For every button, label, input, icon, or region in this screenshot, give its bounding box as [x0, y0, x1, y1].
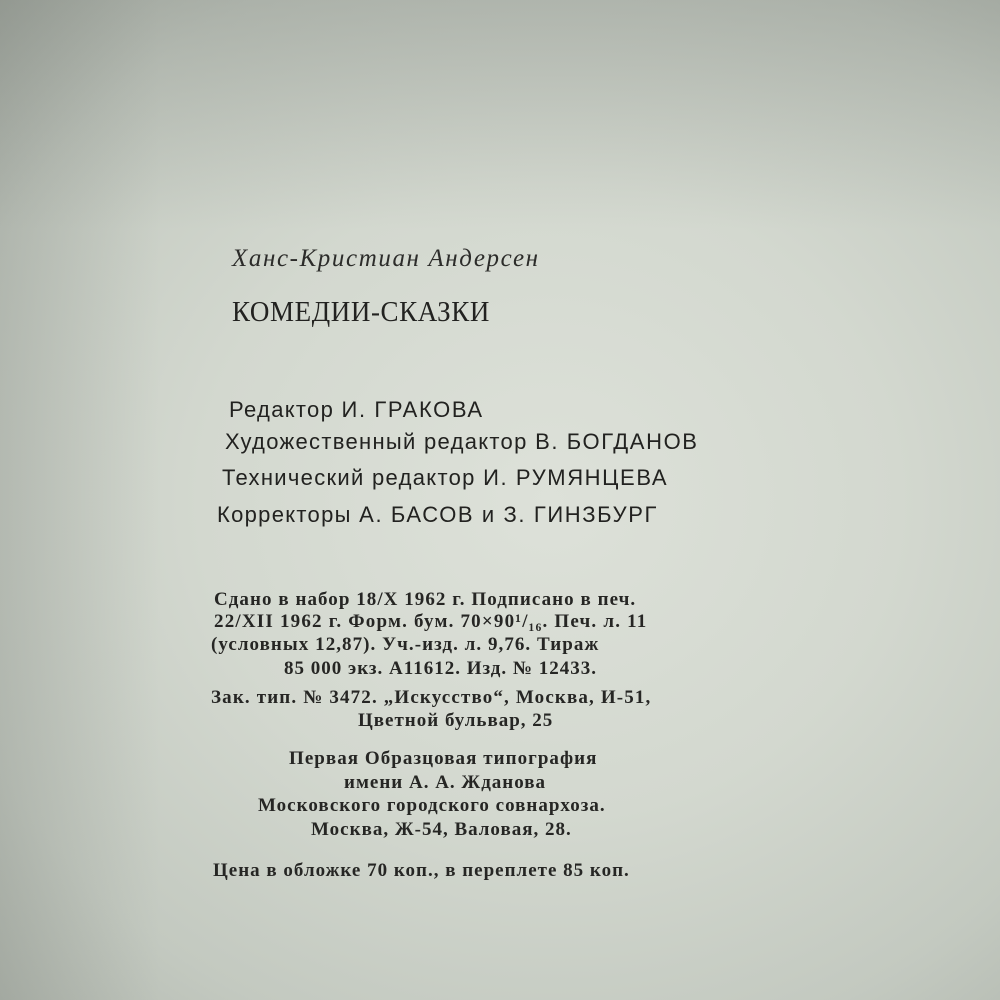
imprint-line-printer: Первая Образцовая типография	[289, 748, 598, 769]
imprint-line-publisher-address: Цветной бульвар, 25	[358, 710, 554, 731]
imprint-line-sheets: (условных 12,87). Уч.-изд. л. 9,76. Тираж	[211, 634, 600, 655]
staff-role: Технический редактор	[222, 465, 476, 490]
imprint-line-publisher: Зак. тип. № 3472. „Искусство“, Москва, И-51,	[211, 687, 652, 708]
staff-line-technical-editor	[222, 467, 668, 489]
staff-name: И. ГРАКОВА	[341, 397, 484, 422]
price-line: Цена в обложке 70 коп., в переплете 85 коп.	[213, 860, 630, 881]
staff-name: И. РУМЯНЦЕВА	[483, 465, 669, 490]
staff-line-proofreaders	[217, 504, 658, 526]
staff-line-art-editor	[225, 431, 699, 453]
staff-role: Редактор	[229, 397, 335, 422]
staff-line-editor	[229, 399, 484, 421]
staff-role: Художественный редактор	[225, 429, 528, 454]
imprint-line-typesetting-date: Сдано в набор 18/X 1962 г. Подписано в печ.	[214, 589, 637, 610]
imprint-line-printer-name: имени А. А. Жданова	[344, 772, 547, 793]
imprint-line-printer-org: Московского городского совнархоза.	[258, 795, 606, 816]
page-shadow-left	[0, 0, 160, 1000]
staff-name: А. БАСОВ и З. ГИНЗБУРГ	[359, 502, 659, 527]
imprint-line-print-run: 85 000 экз. А11612. Изд. № 12433.	[284, 658, 597, 679]
imprint-line-printer-address: Москва, Ж-54, Валовая, 28.	[311, 819, 572, 840]
book-title: КОМЕДИИ-СКАЗКИ	[232, 295, 491, 328]
staff-role: Корректоры	[217, 502, 352, 527]
staff-name: В. БОГДАНОВ	[535, 429, 699, 454]
imprint-line-format: 22/XII 1962 г. Форм. бум. 70×90¹/₁₆. Печ. л. 11	[214, 611, 648, 632]
author-name: Ханс-Кристиан Андерсен	[232, 245, 540, 272]
